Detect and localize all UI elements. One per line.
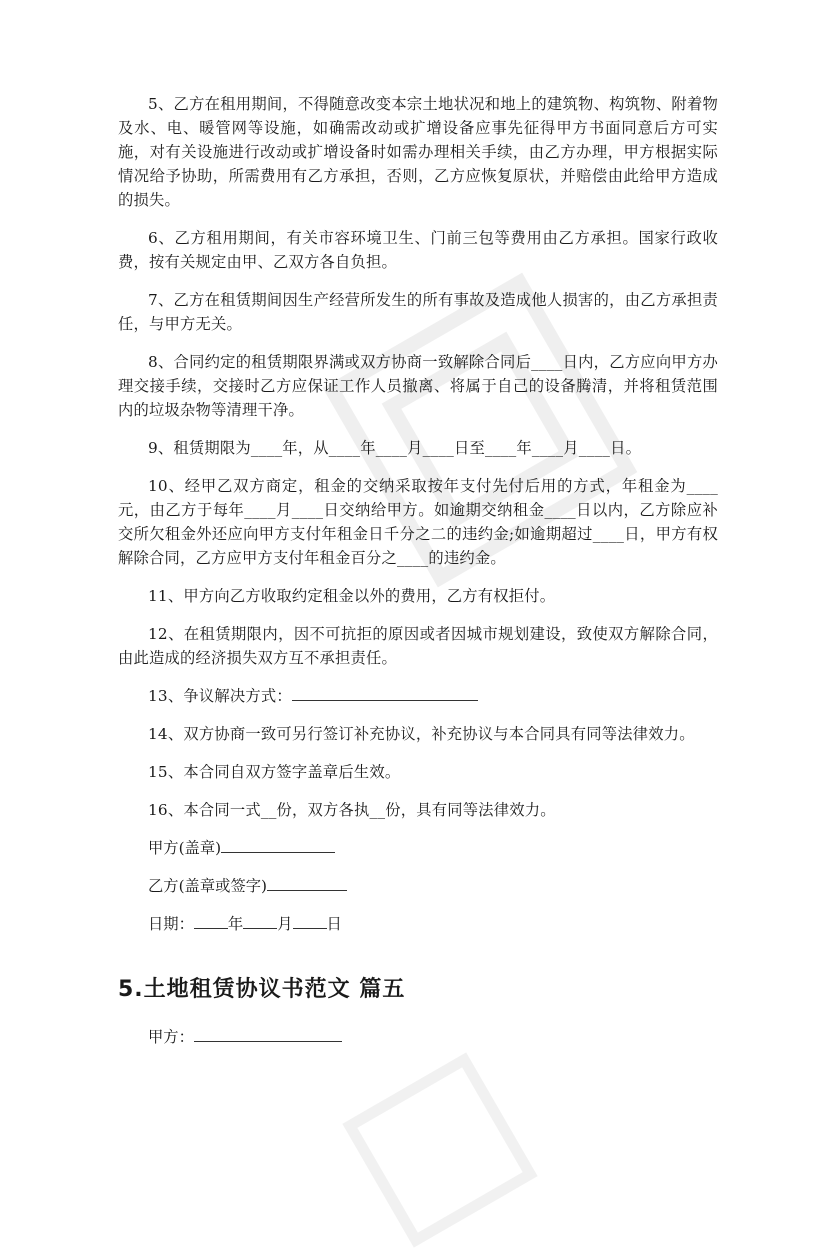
next-party-a: 甲方： (118, 1025, 718, 1049)
clause-14: 14、双方协商一致可另行签订补充协议，补充协议与本合同具有同等法律效力。 (148, 725, 695, 743)
clause-13 (118, 684, 718, 708)
dispute-resolution-blank (292, 684, 478, 701)
clause-13-label: 13、争议解决方式： (148, 687, 292, 705)
clause-16: 16、本合同一式__份，双方各执__份，具有同等法律效力。 (148, 801, 556, 819)
clause-12: 12、在租赁期限内，因不可抗拒的原因或者因城市规划建设，致使双方解除合同，由此造成的经济损失双方互不承担责任。 (118, 625, 718, 667)
party-a-blank (221, 836, 335, 853)
section-heading: 5.土地租赁协议书范文 篇五 (118, 977, 406, 1002)
clause-10: 10、经甲乙双方商定，租金的交纳采取按年支付先付后用的方式，年租金为____元，由乙方于每年____月____日交纳给甲方。如逾期交纳租金____日以内，乙方除应补交所欠租金外还应向甲方支付年租金日千分之二的违约金;如逾期超过____日，甲方有权解除合同，乙方应甲方支付年租金百分之____的违约金。 (118, 477, 718, 567)
clause-7: 7、乙方在租赁期间因生产经营所发生的所有事故及造成他人损害的，由乙方承担责任，与甲方无关。 (118, 291, 718, 333)
clause-15: 15、本合同自双方签字盖章后生效。 (148, 763, 401, 781)
clause-11: 11、甲方向乙方收取约定租金以外的费用，乙方有权拒付。 (148, 587, 556, 605)
clause-6: 6、乙方租用期间，有关市容环境卫生、门前三包等费用由乙方承担。国家行政收费，按有关规定由甲、乙双方各自负担。 (118, 229, 718, 271)
document-page (118, 92, 718, 1063)
clause-9: 9、租赁期限为____年，从____年____月____日至____年____月____日。 (148, 439, 642, 457)
party-b-signature: 乙方(盖章或签字) (118, 874, 718, 898)
next-party-a-blank (194, 1025, 342, 1042)
party-b-blank (267, 874, 347, 891)
party-a-signature: 甲方(盖章) (118, 836, 718, 860)
watermark-icon (330, 1040, 550, 1260)
clause-8: 8、合同约定的租赁期限界满或双方协商一致解除合同后____日内，乙方应向甲方办理交接手续，交接时乙方应保证工作人员撤离、将属于自己的设备腾清，并将租赁范围内的垃圾杂物等清理干净。 (118, 353, 718, 419)
clause-5: 5、乙方在租用期间，不得随意改变本宗土地状况和地上的建筑物、构筑物、附着物及水、电、暖管网等设施，如确需改动或扩增设备应事先征得甲方书面同意后方可实施，对有关设施进行改动或扩增设备时如需办理相关手续，由乙方办理，甲方根据实际情况给予协助，所需费用有乙方承担，否则，乙方应恢复原状，并赔偿由此给甲方造成的损失。 (118, 95, 718, 209)
date-line: 日期： 年 月 日 (118, 912, 718, 936)
